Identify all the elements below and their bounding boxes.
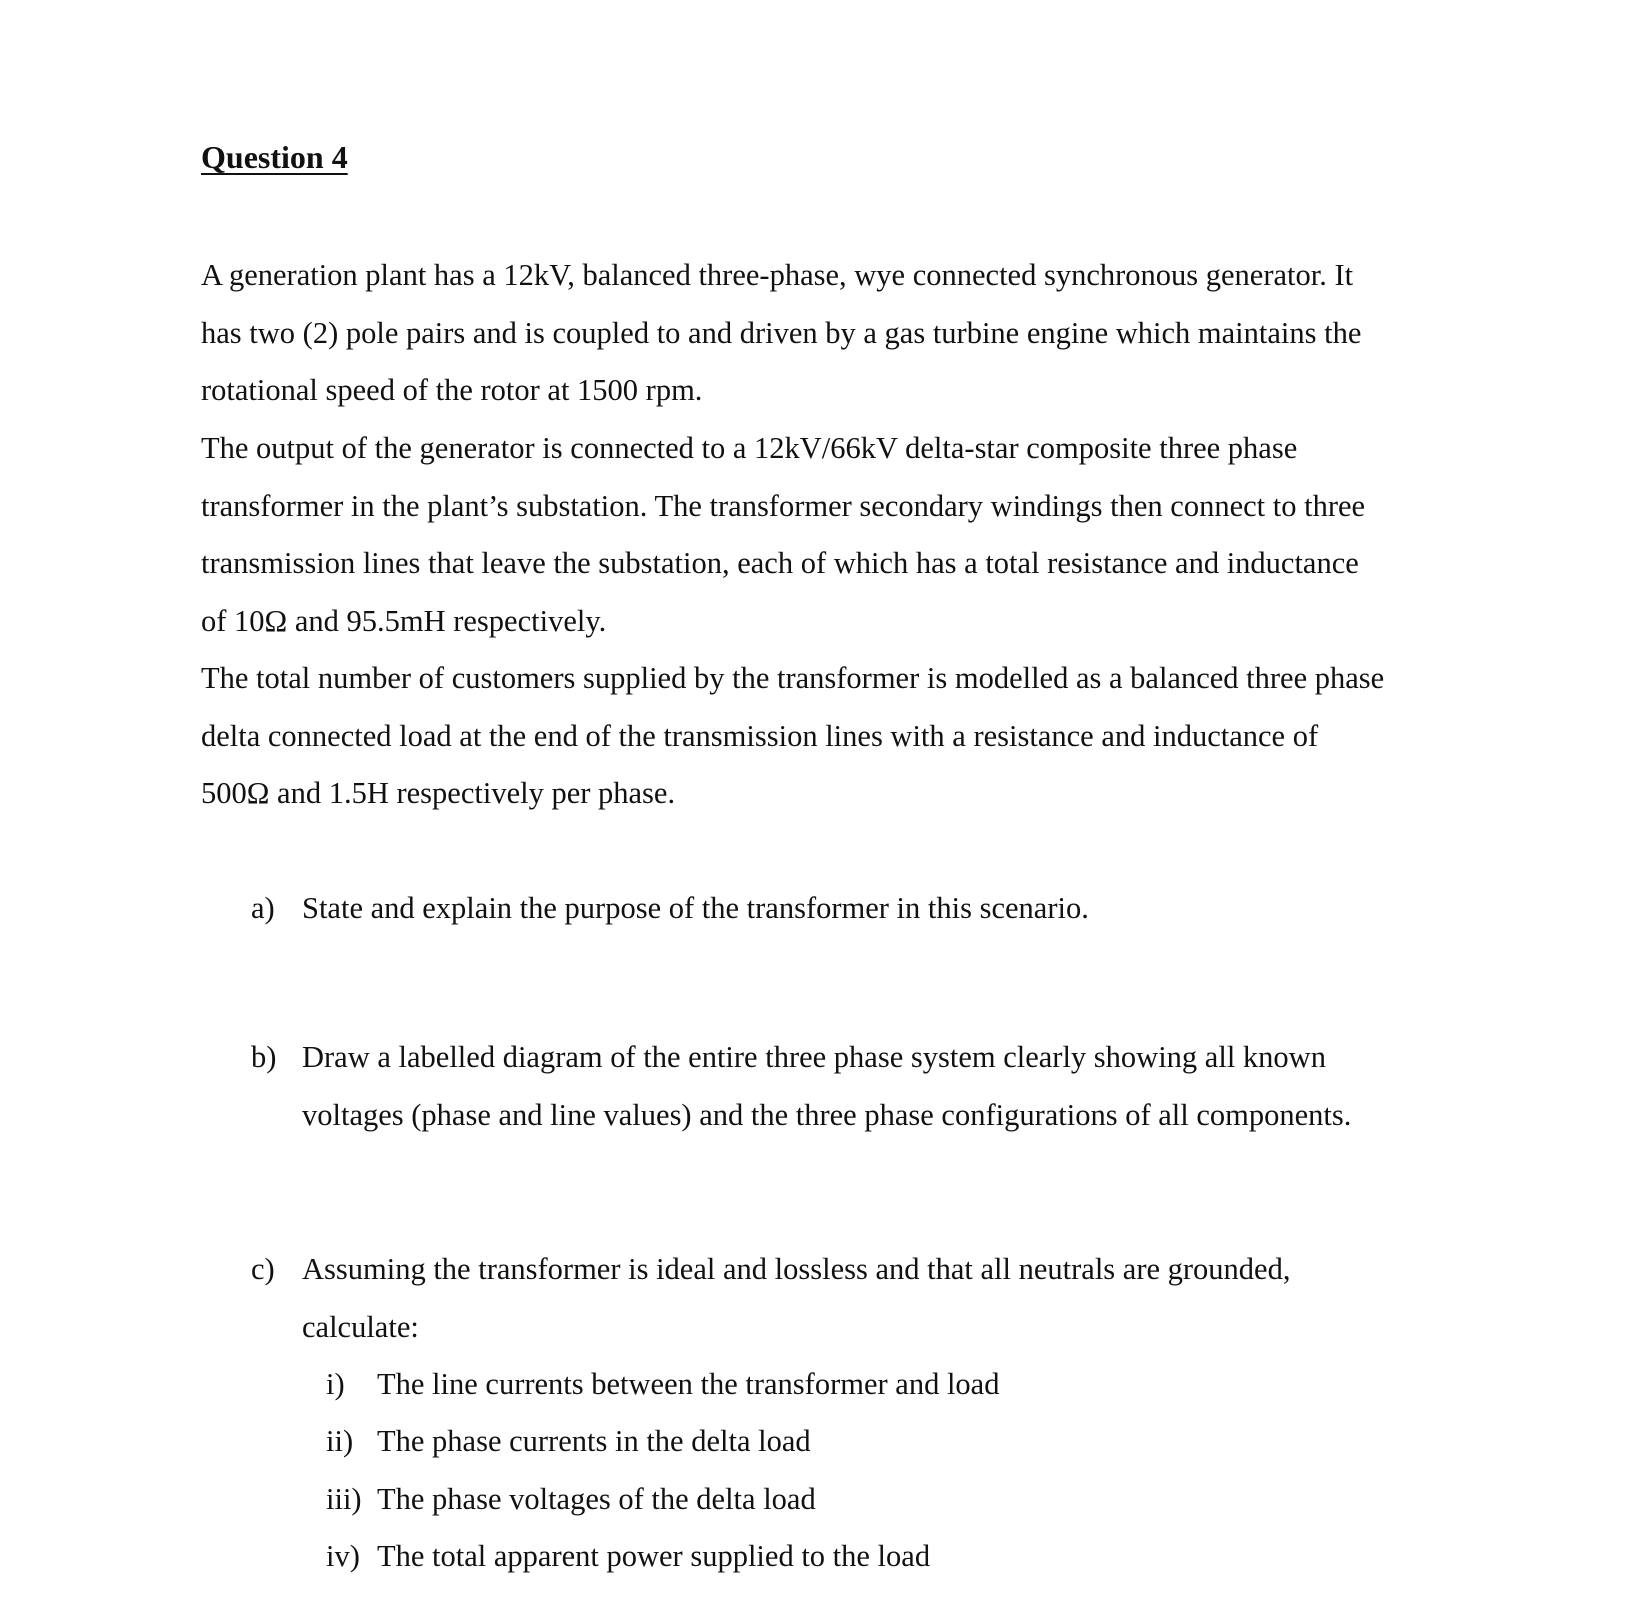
- question-line: Draw a labelled diagram of the entire three phase system clearly showing all known: [302, 1040, 1326, 1074]
- paragraph-line: 500Ω and 1.5H respectively per phase.: [201, 776, 676, 810]
- subquestion-label: iv): [326, 1539, 360, 1573]
- paragraph-line: has two (2) pole pairs and is coupled to and driven by a gas turbine engine which maintains the: [201, 315, 1362, 350]
- question-line: voltages (phase and line values) and the three phase configurations of all components.: [302, 1097, 1352, 1132]
- subquestion-text: The line currents between the transformer and load: [377, 1367, 1000, 1401]
- paragraph-line: The output of the generator is connected to a 12kV/66kV delta-star composite three phase: [201, 431, 1298, 465]
- question-label: b): [251, 1040, 277, 1074]
- question-label: c): [251, 1252, 275, 1286]
- question-text: [302, 1241, 1482, 1356]
- paragraph-line: transmission lines that leave the substation, each of which has a total resistance and inductance: [201, 546, 1359, 580]
- paragraph-line: of 10Ω and 95.5mH respectively.: [201, 603, 607, 638]
- question-title: Question 4: [201, 139, 348, 175]
- subquestion-label: ii): [326, 1424, 354, 1458]
- subquestion-label: i): [326, 1367, 345, 1401]
- paragraph-line: rotational speed of the rotor at 1500 rpm.: [201, 373, 703, 407]
- question-text: [302, 880, 1482, 938]
- question-text: [302, 1029, 1482, 1144]
- subquestion-text: The phase currents in the delta load: [377, 1424, 811, 1458]
- subquestion-text: The phase voltages of the delta load: [377, 1482, 816, 1516]
- paragraph-line: A generation plant has a 12kV, balanced three-phase, wye connected synchronous generator. It: [201, 258, 1354, 292]
- question-line: State and explain the purpose of the transformer in this scenario.: [302, 891, 1089, 925]
- subquestion-text: The total apparent power supplied to the load: [377, 1539, 931, 1573]
- scenario-paragraph-generator: [201, 247, 1521, 420]
- paragraph-line: delta connected load at the end of the transmission lines with a resistance and inductance of: [201, 718, 1319, 753]
- scenario-paragraph-transformer: [201, 420, 1521, 650]
- paragraph-line: transformer in the plant’s substation. The transformer secondary windings then connect to three: [201, 488, 1366, 523]
- scenario-paragraph-load: [201, 650, 1521, 823]
- subquestion-label: iii): [326, 1482, 362, 1516]
- question-line: calculate:: [302, 1309, 419, 1344]
- paragraph-line: The total number of customers supplied by the transformer is modelled as a balanced three phase: [201, 661, 1385, 695]
- question-line: Assuming the transformer is ideal and lossless and that all neutrals are grounded,: [302, 1252, 1291, 1286]
- question-label: a): [251, 891, 275, 925]
